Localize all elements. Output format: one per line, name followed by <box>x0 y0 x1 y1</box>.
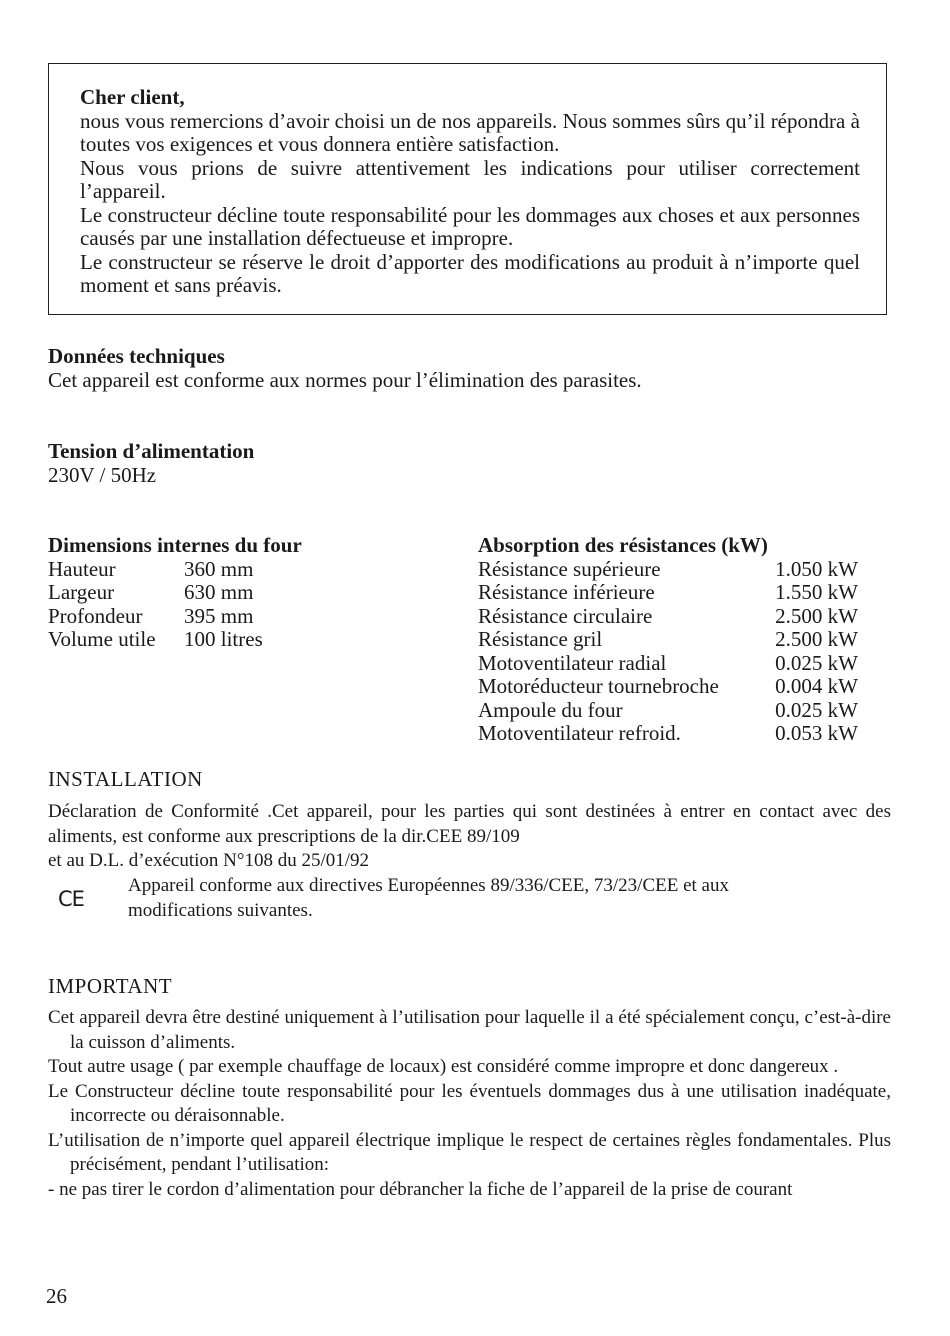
absorption-value: 0.004 kW <box>775 674 858 698</box>
dimensions-heading: Dimensions internes du four <box>48 533 302 557</box>
tech-section <box>48 345 888 392</box>
absorption-heading: Absorption des résistances (kW) <box>478 533 768 557</box>
dimension-value: 360 mm <box>184 556 254 581</box>
dimension-row <box>48 581 408 605</box>
absorption-value: 0.053 kW <box>775 721 858 745</box>
absorption-row <box>478 628 858 652</box>
page-number: 26 <box>46 1284 67 1308</box>
installation-text: Déclaration de Conformité .Cet appareil, pour les parties qui sont destinées à entrer en contact avec des aliments, est conforme aux prescriptions de la dir.CEE 89/109 <box>48 801 891 847</box>
dimension-value: 100 litres <box>184 627 263 651</box>
absorption-label: Résistance circulaire <box>478 603 653 628</box>
notice-paragraph: nous vous remercions d’avoir choisi un de nos appareils. Nous sommes sûrs qu’il répondra à toutes vos exigences et vous donnera entière satisfaction. <box>80 108 860 156</box>
absorption-row <box>478 722 858 746</box>
absorption-value: 1.550 kW <box>775 580 858 604</box>
absorption-label: Résistance supérieure <box>478 556 661 581</box>
important-paragraph: L’utilisation de n’importe quel appareil électrique implique le respect de certaines règles fondamentales. Plus précisément, pendant l’utilisation: <box>48 1129 891 1175</box>
important-paragraph: Tout autre usage ( par exemple chauffage de locaux) est considéré comme impropre et donc dangereux . <box>48 1056 839 1077</box>
absorption-row <box>478 558 858 582</box>
absorption-row <box>478 699 858 723</box>
ce-declaration: Appareil conforme aux directives Européennes 89/336/CEE, 73/23/CEE et aux modifications suivantes. <box>128 875 729 921</box>
voltage-section <box>48 440 254 487</box>
important-body <box>48 1006 891 1202</box>
tech-heading: Données techniques <box>48 344 225 368</box>
absorption-row <box>478 675 858 699</box>
dimension-row <box>48 558 408 582</box>
important-paragraph: Cet appareil devra être destiné uniquement à l’utilisation pour laquelle il a été spécialement conçu, c’est-à-dire la cuisson d’aliments. <box>48 1007 891 1053</box>
absorption-section <box>478 534 858 746</box>
installation-heading: INSTALLATION <box>48 767 203 791</box>
absorption-row <box>478 605 858 629</box>
absorption-value: 2.500 kW <box>775 603 858 628</box>
ce-mark-icon: CE <box>58 887 84 911</box>
important-paragraph: Le Constructeur décline toute responsabilité pour les éventuels dommages dus à une utilisation inadéquate, incorrecte ou déraisonnable. <box>48 1080 891 1126</box>
installation-body <box>48 800 891 874</box>
absorption-value: 0.025 kW <box>775 650 858 675</box>
installation-text-2: et au D.L. d’exécution N°108 du 25/01/92 <box>48 850 370 871</box>
dimension-row <box>48 628 408 652</box>
important-heading: IMPORTANT <box>48 974 173 998</box>
absorption-row <box>478 652 858 676</box>
dimension-label: Largeur <box>48 580 115 604</box>
voltage-heading: Tension d’alimentation <box>48 439 255 463</box>
absorption-label: Motoréducteur tournebroche <box>478 674 719 698</box>
absorption-label: Ampoule du four <box>478 697 623 722</box>
dimension-label: Profondeur <box>48 603 143 628</box>
dimension-value: 630 mm <box>184 580 254 604</box>
dimension-value: 395 mm <box>184 603 254 628</box>
dimension-label: Hauteur <box>48 556 116 581</box>
tech-text: Cet appareil est conforme aux normes pour l’élimination des parasites. <box>48 367 642 392</box>
absorption-value: 0.025 kW <box>775 697 858 722</box>
notice-box <box>48 63 887 315</box>
dimension-row <box>48 605 408 629</box>
dimension-label: Volume utile <box>48 627 156 651</box>
notice-paragraph: Le constructeur décline toute responsabilité pour les dommages aux choses et aux personnes causés par une installation défectueuse et impropre. <box>80 202 860 250</box>
absorption-value: 1.050 kW <box>775 556 858 581</box>
absorption-label: Résistance gril <box>478 627 603 651</box>
absorption-label: Motoventilateur radial <box>478 650 667 675</box>
notice-paragraph: Nous vous prions de suivre attentivement les indications pour utiliser correctement l’appareil. <box>80 155 860 203</box>
notice-paragraph: Le constructeur se réserve le droit d’apporter des modifications au produit à n’importe quel moment et sans préavis. <box>80 249 860 297</box>
important-paragraph: - ne pas tirer le cordon d’alimentation pour débrancher la fiche de l’appareil de la prise de courant <box>48 1178 793 1200</box>
dimensions-section <box>48 534 408 652</box>
voltage-value: 230V / 50Hz <box>48 462 157 487</box>
absorption-value: 2.500 kW <box>775 627 858 651</box>
absorption-label: Résistance inférieure <box>478 580 655 604</box>
absorption-row <box>478 581 858 605</box>
absorption-label: Motoventilateur refroid. <box>478 721 681 745</box>
notice-title: Cher client, <box>80 85 185 109</box>
